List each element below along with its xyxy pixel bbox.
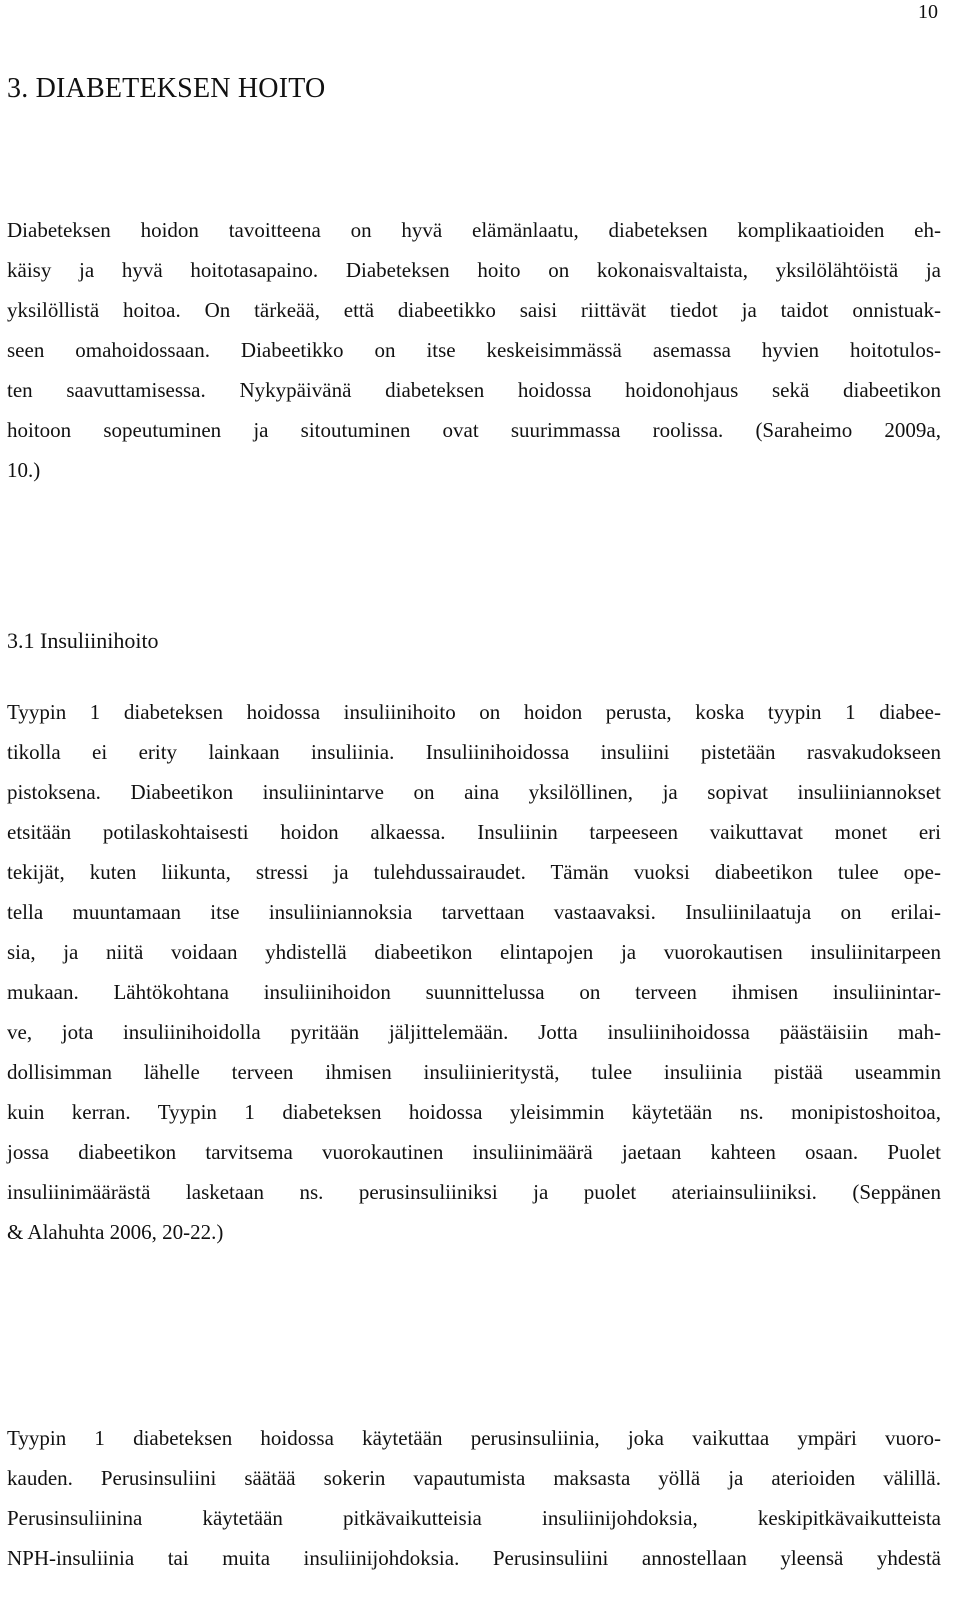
section-title: 3.1 Insuliinihoito [7,628,159,653]
text-line: ten saavuttamisessa. Nykypäivänä diabeteksen hoidossa hoidonohjaus sekä diabeetikon [7,378,941,402]
text-line: jossa diabeetikon tarvitsema vuorokautinen insuliinimäärä jaetaan kahteen osaan. Puolet [7,1140,941,1164]
text-line: Tyypin 1 diabeteksen hoidossa käytetään perusinsuliinia, joka vaikuttaa ympäri vuoro- [7,1426,941,1450]
text-line: 10.) [7,458,41,482]
text-line: pistoksena. Diabeetikon insuliinintarve on aina yksilöllinen, ja sopivat insuliiniannokset [7,780,941,804]
text-line: sia, ja niitä voidaan yhdistellä diabeetikon elintapojen ja vuorokautisen insuliinitarpeen [7,940,941,964]
text-line: hoitoon sopeutuminen ja sitoutuminen ovat suurimmassa roolissa. (Saraheimo 2009a, [7,418,941,442]
insulin-therapy-paragraph [7,692,941,1252]
text-line: kauden. Perusinsuliini säätää sokerin vapautumista maksasta yöllä ja aterioiden välillä. [7,1466,941,1490]
text-line: NPH-insuliinia tai muita insuliinijohdoksia. Perusinsuliini annostellaan yleensä yhdestä [7,1546,941,1570]
basal-insulin-paragraph [7,1418,941,1578]
text-line: seen omahoidossaan. Diabeetikko on itse keskeisimmässä asemassa hyvien hoitotulos- [7,338,941,362]
text-line: tekijät, kuten liikunta, stressi ja tulehdussairaudet. Tämän vuoksi diabeetikon tulee ope- [7,860,941,884]
text-line: tella muuntamaan itse insuliiniannoksia tarvettaan vastaavaksi. Insuliinilaatuja on erilai- [7,900,941,924]
text-line: mukaan. Lähtökohtana insuliinihoidon suunnittelussa on terveen ihmisen insuliinintar- [7,980,941,1004]
text-line: Diabeteksen hoidon tavoitteena on hyvä elämänlaatu, diabeteksen komplikaatioiden eh- [7,218,941,242]
text-line: käisy ja hyvä hoitotasapaino. Diabeteksen hoito on kokonaisvaltaista, yksilölähtöistä ja [7,258,941,282]
text-line: Perusinsuliinina käytetään pitkävaikutteisia insuliinijohdoksia, keskipitkävaikutteista [7,1506,941,1530]
chapter-title: 3. DIABETEKSEN HOITO [7,73,326,104]
text-line: ve, jota insuliinihoidolla pyritään jäljittelemään. Jotta insuliinihoidossa päästäisiin mah- [7,1020,941,1044]
text-line: etsitään potilaskohtaisesti hoidon alkaessa. Insuliinin tarpeeseen vaikuttavat monet eri [7,820,941,844]
page-number: 10 [918,1,938,23]
text-line: kuin kerran. Tyypin 1 diabeteksen hoidossa yleisimmin käytetään ns. monipistoshoitoa, [7,1100,941,1124]
text-line: tikolla ei erity lainkaan insuliinia. Insuliinihoidossa insuliini pistetään rasvakudokseen [7,740,941,764]
text-line: yksilöllistä hoitoa. On tärkeää, että diabeetikko saisi riittävät tiedot ja taidot onnistuak- [7,298,941,322]
intro-paragraph [7,210,941,490]
text-line: & Alahuhta 2006, 20-22.) [7,1220,224,1244]
text-line: Tyypin 1 diabeteksen hoidossa insuliinihoito on hoidon perusta, koska tyypin 1 diabee- [7,700,941,724]
text-line: insuliinimäärästä lasketaan ns. perusinsuliiniksi ja puolet ateriainsuliiniksi. (Seppänen [7,1180,941,1204]
text-line: dollisimman lähelle terveen ihmisen insuliinieritystä, tulee insuliinia pistää useammin [7,1060,941,1084]
